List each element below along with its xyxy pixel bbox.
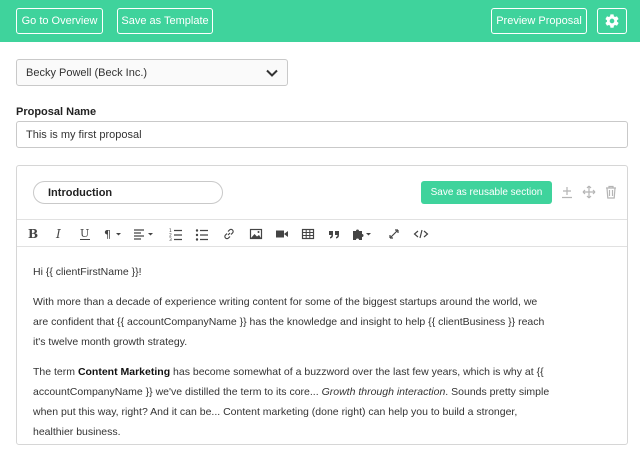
paragraph-2: [33, 362, 553, 442]
trash-icon[interactable]: [604, 185, 618, 199]
fullscreen-icon[interactable]: [387, 227, 401, 241]
top-bar: [0, 0, 640, 42]
editor-toolbar: [17, 219, 627, 247]
paragraph-2-text-a: The term: [33, 366, 78, 378]
align-icon[interactable]: [133, 227, 155, 241]
svg-text:I: I: [56, 227, 61, 241]
paragraph-2-text-c: . Sounds pretty simple when put this way, right? And it can be... Content marketing (done right) can help you to build a stronger, healthier business.: [33, 386, 550, 438]
preview-proposal-button[interactable]: Preview Proposal: [491, 8, 587, 34]
bold-icon[interactable]: [26, 227, 38, 241]
svg-text:B: B: [28, 227, 39, 241]
svg-text:U: U: [80, 227, 90, 240]
editor-content[interactable]: [33, 262, 553, 452]
quote-icon[interactable]: [327, 227, 341, 241]
proposal-name-input[interactable]: This is my first proposal: [16, 121, 628, 148]
svg-text:1: 1: [169, 229, 172, 234]
unordered-list-icon[interactable]: [195, 227, 209, 241]
move-icon[interactable]: [582, 185, 596, 199]
plugin-icon[interactable]: [351, 227, 373, 241]
code-view-icon[interactable]: [413, 227, 429, 241]
italic-icon[interactable]: [53, 227, 65, 241]
greeting-paragraph: Hi {{ clientFirstName }}!: [33, 266, 142, 278]
svg-text:¶: ¶: [104, 228, 111, 241]
go-to-overview-button[interactable]: Go to Overview: [16, 8, 103, 34]
add-icon[interactable]: [560, 185, 574, 199]
content-marketing-bold: Content Marketing: [77, 366, 171, 378]
image-icon[interactable]: [249, 227, 263, 241]
section-name-input[interactable]: Introduction: [33, 181, 223, 204]
client-select[interactable]: [16, 59, 288, 86]
video-icon[interactable]: [275, 227, 289, 241]
growth-italic: Growth through interaction: [321, 386, 446, 398]
svg-text:3: 3: [169, 238, 172, 243]
paragraph-1: With more than a decade of experience writing content for some of the biggest startups around the world, we are confident that {{ accountCompanyName }} has the knowledge and insight to help {{ clientBusiness }} reach it's twelve month growth strategy.: [33, 296, 545, 348]
paragraph-2-text-b: has become somewhat of a buzzword over the last few years, which is why at {{ accountCompanyName }} we've distilled the term to its core...: [33, 366, 544, 398]
gear-icon: [604, 13, 620, 29]
svg-text:2: 2: [169, 233, 172, 239]
chevron-down-icon: [265, 66, 279, 80]
ordered-list-icon[interactable]: [169, 227, 183, 241]
client-select-value: Becky Powell (Beck Inc.): [26, 66, 148, 79]
table-icon[interactable]: [301, 227, 315, 241]
proposal-name-label: Proposal Name: [16, 106, 97, 118]
save-as-template-button[interactable]: Save as Template: [117, 8, 213, 34]
settings-button[interactable]: [597, 8, 627, 34]
proposal-section: [16, 165, 628, 445]
underline-icon[interactable]: [79, 227, 91, 241]
paragraph-format-icon[interactable]: [103, 227, 123, 241]
save-reusable-section-button[interactable]: Save as reusable section: [421, 181, 552, 204]
link-icon[interactable]: [222, 227, 236, 241]
